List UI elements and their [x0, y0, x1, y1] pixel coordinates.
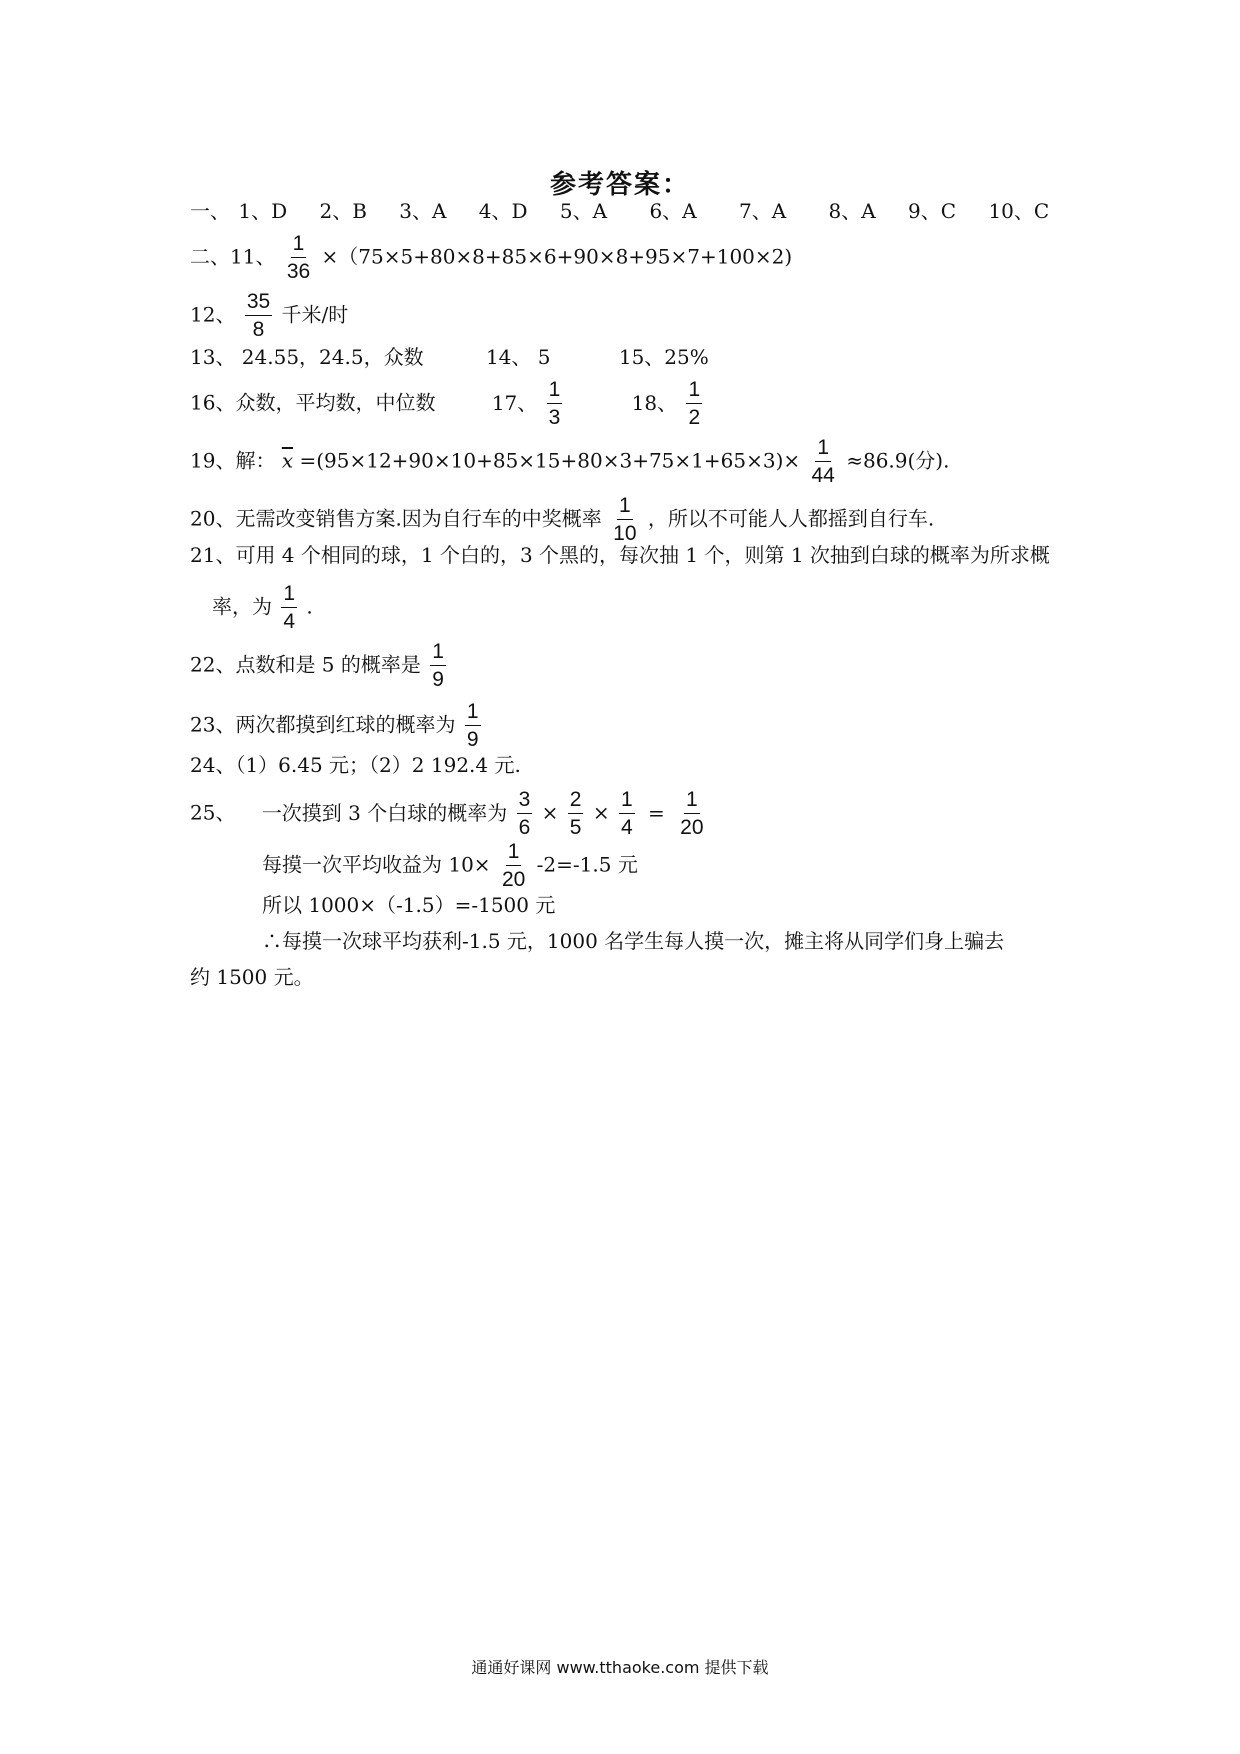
mean-symbol: $\overline{x}$	[281, 448, 294, 473]
answer-text: ，所以不可能人人都摇到自行车.	[647, 506, 935, 531]
answer-12	[190, 290, 348, 342]
answer-text: 率，为	[212, 594, 272, 619]
fraction: $\frac{1}{20}$	[680, 788, 704, 839]
choice-answer: 9、C	[908, 199, 957, 223]
page-title: 参考答案：	[549, 170, 690, 200]
answer-label: 25、	[190, 800, 236, 825]
answer-13-text: 13、 24.55，24.5，众数	[190, 345, 424, 369]
fraction: $\frac{1}{2}$	[688, 378, 701, 429]
answer-text: 一次摸到 3 个白球的概率为	[261, 800, 508, 825]
answer-text: 约 1500 元。	[190, 965, 314, 989]
choice-answer: 4、D	[478, 199, 528, 223]
answer-text: 所以 1000×（-1.5）=-1500 元	[262, 893, 556, 917]
answer-label: 18、	[631, 390, 678, 415]
fraction: $\frac{1}{10}$	[613, 494, 637, 545]
fraction: $\frac{2}{5}$	[569, 788, 582, 839]
fraction: $\frac{1}{9}$	[466, 700, 479, 751]
answer-label: 19、解：	[190, 448, 276, 473]
answer-label: 二、11、	[190, 244, 276, 269]
operator: ×	[592, 800, 610, 825]
answer-22	[190, 640, 449, 692]
answer-text: -2=-1.5 元	[536, 852, 638, 877]
answer-11	[190, 232, 792, 284]
fraction: $\frac{1}{4}$	[283, 582, 296, 633]
answer-text: 22、点数和是 5 的概率是	[190, 652, 421, 677]
answer-19	[190, 436, 949, 488]
answer-21-line1	[190, 540, 1050, 570]
answer-text: .	[306, 594, 313, 619]
fraction: $\frac{3}{6}$	[518, 788, 531, 839]
answer-label: 17、	[491, 390, 538, 415]
section-1-prefix: 一、	[190, 199, 230, 223]
choice-answer: 5、A	[559, 199, 608, 223]
choice-answer: 8、A	[828, 199, 876, 223]
fraction: $\frac{1}{9}$	[432, 640, 444, 691]
answer-text: 20、无需改变销售方案.因为自行车的中奖概率	[190, 506, 602, 531]
fraction: $\frac{1}{36}$	[286, 232, 311, 283]
page-footer: 通通好课网 www.tthaoke.com 提供下载	[471, 1658, 769, 1677]
answer-text: 23、两次都摸到红球的概率为	[190, 712, 456, 737]
fraction: $\frac{1}{4}$	[620, 788, 633, 839]
choice-answer: 10、C	[988, 199, 1050, 223]
expression: ×（75×5+80×8+85×6+90×8+95×7+100×2)	[321, 244, 793, 269]
expression: =(95×12+90×10+85×15+80×3+75×1+65×3)×	[299, 448, 801, 473]
fraction: $\frac{1}{44}$	[811, 436, 835, 487]
operator: =	[648, 800, 665, 825]
choice-answer: 7、A	[738, 199, 787, 223]
answer-25-line1	[190, 788, 709, 840]
answer-24	[190, 750, 521, 780]
answer-14-text: 14、 5	[485, 345, 551, 369]
operator: ×	[541, 800, 559, 825]
answer-23	[190, 700, 484, 752]
answer-row-1	[190, 196, 1049, 226]
result-text: ≈86.9(分).	[846, 448, 950, 473]
answer-text: 24、（1）6.45 元；（2）2 192.4 元.	[190, 753, 521, 777]
choice-answer: 3、A	[399, 199, 447, 223]
answer-text: ∴每摸一次球平均获利-1.5 元，1000 名学生每人摸一次，摊主将从同学们身上骗去	[262, 929, 1005, 953]
answer-16-18	[190, 378, 705, 430]
answer-15-text: 15、25%	[618, 345, 709, 369]
choice-answer: 1、D	[238, 199, 288, 223]
answer-20	[190, 494, 934, 546]
answer-25-line3	[262, 890, 555, 920]
answer-13-15	[190, 342, 709, 372]
choice-answer: 2、B	[319, 199, 367, 223]
answer-21-line2	[212, 582, 313, 634]
answer-25-line4	[262, 926, 1004, 956]
choice-answer: 6、A	[649, 199, 697, 223]
answer-25-line5	[190, 962, 314, 992]
answer-text: 每摸一次平均收益为 10×	[262, 852, 491, 877]
fraction: $\frac{1}{3}$	[548, 378, 561, 429]
fraction: $\frac{1}{20}$	[501, 840, 526, 891]
answer-25-line2	[262, 840, 638, 892]
unit-text: 千米/时	[281, 302, 349, 327]
fraction: $\frac{35}{8}$	[246, 290, 271, 341]
answer-label: 12、	[190, 302, 236, 327]
answer-16-text: 16、众数，平均数，中位数	[190, 390, 436, 415]
answer-text: 21、可用 4 个相同的球，1 个白的，3 个黑的，每次抽 1 个，则第 1 次抽到白球的概率为所求概	[190, 543, 1050, 567]
